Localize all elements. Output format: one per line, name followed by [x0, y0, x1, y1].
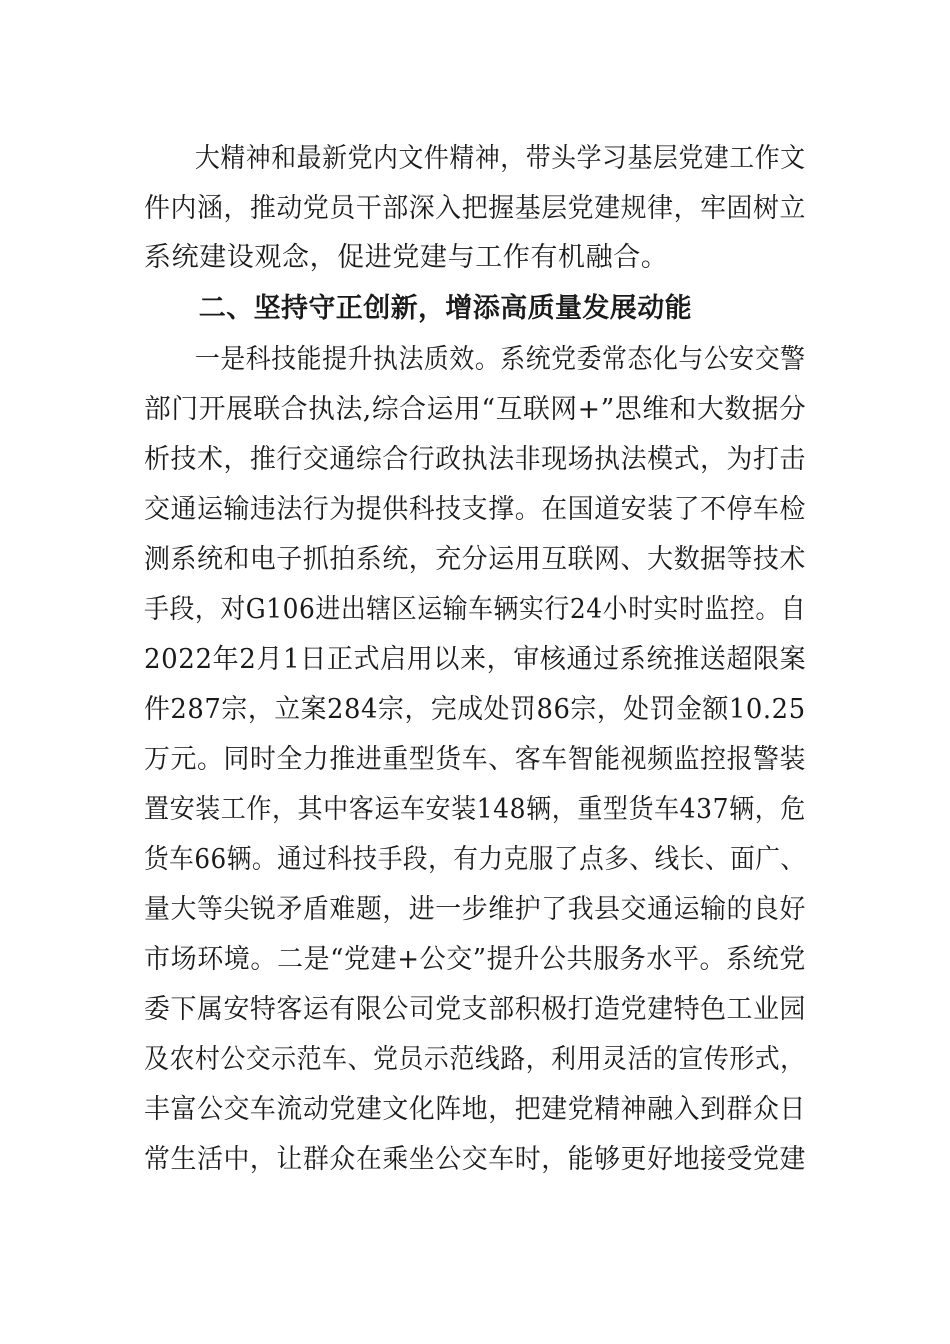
text-line-14: 置安装工作，其中客运车安装148辆，重型货车437辆，危: [144, 794, 806, 825]
text-line-18: 委下属安特客运有限公司党支部积极打造党建特色工业园: [144, 994, 806, 1025]
text-line-21: 常生活中，让群众在乘坐公交车时，能够更好地接受党建: [144, 1144, 806, 1175]
text-line-17: 市场环境。二是“党建+公交”提升公共服务水平。系统党: [144, 944, 806, 975]
text-line-15: 货车66辆。通过科技手段，有力克服了点多、线长、面广、: [144, 844, 806, 875]
text-line-1: 大精神和最新党内文件精神，带头学习基层党建工作文: [144, 143, 806, 174]
text-line-13: 万元。同时全力推进重型货车、客车智能视频监控报警装: [144, 744, 806, 775]
text-line-6: 部门开展联合执法,综合运用“互联网+”思维和大数据分: [144, 394, 807, 425]
text-line-5: 一是科技能提升执法质效。系统党委常态化与公安交警: [144, 344, 806, 375]
text-line-12: 件287宗，立案284宗，完成处罚86宗，处罚金额10.25: [144, 694, 806, 725]
text-line-3: 系统建设观念，促进党建与工作有机融合。: [144, 242, 669, 273]
text-line-16: 量大等尖锐矛盾难题，进一步维护了我县交通运输的良好: [144, 894, 806, 925]
text-line-20: 丰富公交车流动党建文化阵地，把建党精神融入到群众日: [144, 1094, 806, 1125]
section-heading: 二、坚持守正创新，增添高质量发展动能: [144, 293, 692, 324]
text-line-19: 及农村公交示范车、党员示范线路，利用灵活的宣传形式，: [144, 1044, 806, 1075]
text-line-9: 测系统和电子抓拍系统，充分运用互联网、大数据等技术: [144, 544, 806, 575]
text-line-8: 交通运输违法行为提供科技支撑。在国道安装了不停车检: [144, 494, 806, 525]
text-line-2: 件内涵，推动党员干部深入把握基层党建规律，牢固树立: [144, 193, 806, 224]
text-line-11: 2022年2月1日正式启用以来，审核通过系统推送超限案: [144, 644, 807, 675]
text-line-7: 析技术，推行交通综合行政执法非现场执法模式，为打击: [144, 444, 806, 475]
text-line-10: 手段，对G106进出辖区运输车辆实行24小时实时监控。自: [144, 594, 807, 625]
